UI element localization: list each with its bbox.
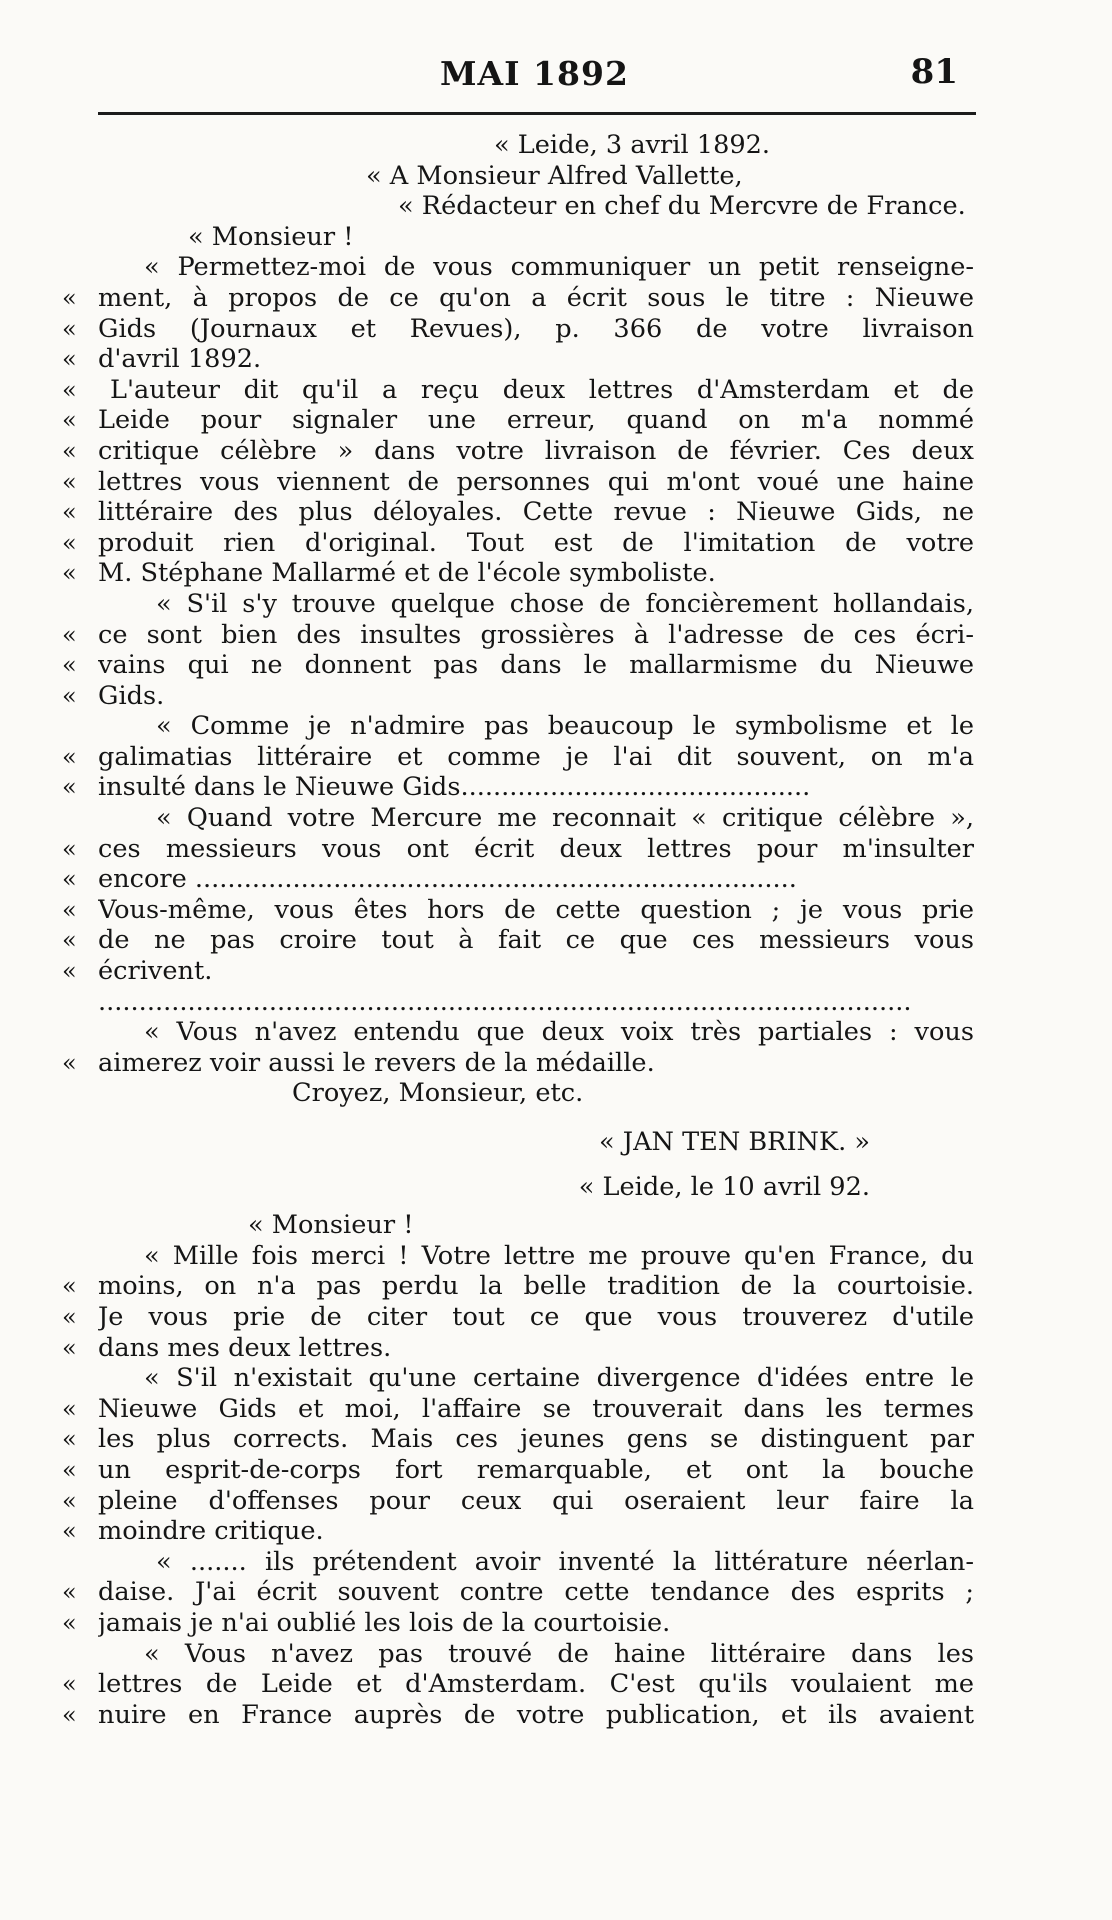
- line-text: lettres de Leide et d'Amsterdam. C'est qu'ils voulaient me: [98, 1669, 974, 1700]
- line-text: écrivent.: [98, 956, 213, 987]
- line-text: « Monsieur !: [188, 221, 354, 252]
- quote-mark: «: [62, 926, 77, 955]
- text-line: [62, 1486, 974, 1517]
- text-line: [62, 1302, 974, 1333]
- quote-mark: «: [62, 1272, 77, 1301]
- quote-mark: «: [62, 1048, 77, 1077]
- text-line: [62, 742, 974, 773]
- line-text: un esprit-de-corps fort remarquable, et ont la bouche: [98, 1454, 974, 1485]
- text-line: [62, 191, 974, 222]
- text-line: [62, 1271, 974, 1302]
- quote-mark: «: [62, 773, 77, 802]
- text-line: [62, 314, 974, 345]
- line-text: ....................................................................................................: [98, 986, 912, 1017]
- text-line: [62, 558, 974, 589]
- text-line: [62, 589, 974, 620]
- text-line: [62, 222, 974, 253]
- text-line: [62, 895, 974, 926]
- line-text: Gids (Journaux et Revues), p. 366 de votre livraison: [98, 313, 974, 344]
- text-line: [62, 1424, 974, 1455]
- text-line: [62, 987, 974, 1018]
- text-line: [62, 650, 974, 681]
- line-text: « Vous n'avez pas trouvé de haine littéraire dans les: [144, 1638, 974, 1669]
- quote-mark: «: [62, 957, 77, 986]
- line-text: vains qui ne donnent pas dans le mallarmisme du Nieuwe: [98, 650, 974, 681]
- quote-mark: «: [62, 1700, 77, 1729]
- line-text: ces messieurs vous ont écrit deux lettres pour m'insulter: [98, 833, 974, 864]
- line-text: Je vous prie de citer tout ce que vous trouverez d'utile: [98, 1301, 974, 1332]
- text-line: [62, 1455, 974, 1486]
- line-text: ment, à propos de ce qu'on a écrit sous le titre : Nieuwe: [98, 282, 974, 313]
- text-line: [62, 375, 974, 406]
- quote-mark: «: [62, 467, 77, 496]
- quote-mark: «: [62, 681, 77, 710]
- line-text: de ne pas croire tout à fait ce que ces messieurs vous: [98, 925, 974, 956]
- text-line: [62, 1127, 974, 1158]
- line-text: « Leide, 3 avril 1892.: [494, 130, 771, 160]
- text-line: [62, 1700, 974, 1731]
- line-text: « Leide, le 10 avril 92.: [578, 1171, 870, 1202]
- text-line: [62, 161, 974, 192]
- text-line: [62, 925, 974, 956]
- text-line: [62, 130, 974, 161]
- quote-mark: «: [62, 1333, 77, 1362]
- text-line: [62, 1210, 974, 1241]
- page-number: 81: [910, 52, 958, 92]
- line-text: « Mille fois merci ! Votre lettre me prouve qu'en France, du: [144, 1240, 974, 1271]
- quote-mark: «: [62, 1486, 77, 1515]
- quote-mark: «: [62, 1425, 77, 1454]
- text-line: [62, 1394, 974, 1425]
- text-line: [62, 1363, 974, 1394]
- header-title: MAI 1892: [440, 54, 629, 93]
- quote-mark: «: [62, 436, 77, 465]
- line-text: « Vous n'avez entendu que deux voix très partiales : vous: [144, 1017, 974, 1048]
- line-text: nuire en France auprès de votre publication, et ils avaient: [98, 1699, 974, 1730]
- line-text: Leide pour signaler une erreur, quand on m'a nommé: [98, 405, 974, 436]
- line-text: littéraire des plus déloyales. Cette revue : Nieuwe Gids, ne: [98, 497, 974, 528]
- text-line: [62, 1639, 974, 1670]
- quote-mark: «: [62, 345, 77, 374]
- line-text: ce sont bien des insultes grossières à l'adresse de ces écri-: [98, 619, 974, 650]
- quote-mark: «: [62, 742, 77, 771]
- quote-mark: «: [62, 865, 77, 894]
- text-line: [62, 436, 974, 467]
- quote-mark: «: [62, 406, 77, 435]
- line-text: « Comme je n'admire pas beaucoup le symbolisme et le: [156, 711, 974, 742]
- text-line: [62, 1516, 974, 1547]
- quote-mark: «: [62, 375, 77, 404]
- text-line: [62, 283, 974, 314]
- text-line: [62, 1241, 974, 1272]
- letter-body: [62, 130, 974, 1730]
- quote-mark: «: [62, 1302, 77, 1331]
- text-line: [62, 1577, 974, 1608]
- line-text: encore ..........................................................................: [98, 864, 797, 895]
- text-line: [62, 1172, 974, 1203]
- quote-mark: «: [62, 651, 77, 680]
- quote-mark: «: [62, 1578, 77, 1607]
- quote-mark: «: [62, 528, 77, 557]
- line-text: dans mes deux lettres.: [98, 1332, 392, 1363]
- line-text: Croyez, Monsieur, etc.: [292, 1078, 584, 1109]
- line-text: critique célèbre » dans votre livraison de février. Ces deux: [98, 435, 974, 466]
- line-text: « Permettez-moi de vous communiquer un petit renseigne-: [144, 252, 974, 283]
- quote-mark: «: [62, 1517, 77, 1546]
- text-line: [62, 528, 974, 559]
- quote-mark: «: [62, 498, 77, 527]
- text-line: [62, 1048, 974, 1079]
- text-line: [62, 467, 974, 498]
- quote-mark: «: [62, 620, 77, 649]
- text-line: [62, 1669, 974, 1700]
- line-text: Vous-même, vous êtes hors de cette question ; je vous prie: [98, 894, 974, 925]
- quote-mark: «: [62, 559, 77, 588]
- text-line: [62, 772, 974, 803]
- text-line: [62, 252, 974, 283]
- line-text: galimatias littéraire et comme je l'ai dit souvent, on m'a: [98, 741, 974, 772]
- line-text: « JAN TEN BRINK. »: [599, 1127, 870, 1157]
- text-line: [62, 1078, 974, 1109]
- line-text: Gids.: [98, 680, 165, 711]
- line-text: « Rédacteur en chef du Mercvre de France.: [398, 191, 966, 222]
- line-text: « Quand votre Mercure me reconnait « critique célèbre »,: [156, 803, 974, 834]
- line-text: lettres vous viennent de personnes qui m'ont voué une haine: [98, 466, 974, 497]
- line-text: M. Stéphane Mallarmé et de l'école symboliste.: [98, 558, 716, 589]
- line-text: daise. J'ai écrit souvent contre cette tendance des esprits ;: [98, 1577, 974, 1608]
- text-line: [62, 711, 974, 742]
- line-text: pleine d'offenses pour ceux qui oseraient leur faire la: [98, 1485, 974, 1516]
- text-line: [62, 956, 974, 987]
- quote-mark: «: [62, 1670, 77, 1699]
- line-text: « S'il n'existait qu'une certaine divergence d'idées entre le: [144, 1363, 974, 1394]
- text-line: [62, 1608, 974, 1639]
- header-rule: [98, 112, 976, 115]
- line-text: insulté dans le Nieuwe Gids...........................................: [98, 772, 811, 803]
- quote-mark: «: [62, 1608, 77, 1637]
- text-line: [62, 1547, 974, 1578]
- quote-mark: «: [62, 895, 77, 924]
- text-line: [62, 864, 974, 895]
- quote-mark: «: [62, 1394, 77, 1423]
- running-header: [100, 48, 970, 98]
- text-line: [62, 681, 974, 712]
- text-line: [62, 1017, 974, 1048]
- text-line: [62, 1333, 974, 1364]
- quote-mark: «: [62, 283, 77, 312]
- line-text: jamais je n'ai oublié les lois de la courtoisie.: [98, 1607, 671, 1638]
- line-text: aimerez voir aussi le revers de la médaille.: [98, 1047, 655, 1078]
- line-text: moins, on n'a pas perdu la belle tradition de la courtoisie.: [98, 1271, 974, 1302]
- text-line: [62, 497, 974, 528]
- line-text: « Monsieur !: [248, 1210, 414, 1241]
- text-line: [62, 803, 974, 834]
- quote-mark: «: [62, 834, 77, 863]
- text-line: [62, 344, 974, 375]
- line-text: Nieuwe Gids et moi, l'affaire se trouverait dans les termes: [98, 1393, 974, 1424]
- line-text: les plus corrects. Mais ces jeunes gens se distinguent par: [98, 1424, 974, 1455]
- line-text: « ....... ils prétendent avoir inventé la littérature néerlan-: [156, 1546, 974, 1577]
- line-text: d'avril 1892.: [98, 344, 262, 375]
- line-text: « A Monsieur Alfred Vallette,: [366, 160, 743, 191]
- line-text: L'auteur dit qu'il a reçu deux lettres d'Amsterdam et de: [110, 374, 974, 405]
- quote-mark: «: [62, 314, 77, 343]
- line-text: produit rien d'original. Tout est de l'imitation de votre: [98, 527, 974, 558]
- quote-mark: «: [62, 1455, 77, 1484]
- text-line: [62, 834, 974, 865]
- line-text: moindre critique.: [98, 1516, 324, 1547]
- text-line: [62, 620, 974, 651]
- text-line: [62, 405, 974, 436]
- line-text: « S'il s'y trouve quelque chose de foncièrement hollandais,: [156, 588, 974, 619]
